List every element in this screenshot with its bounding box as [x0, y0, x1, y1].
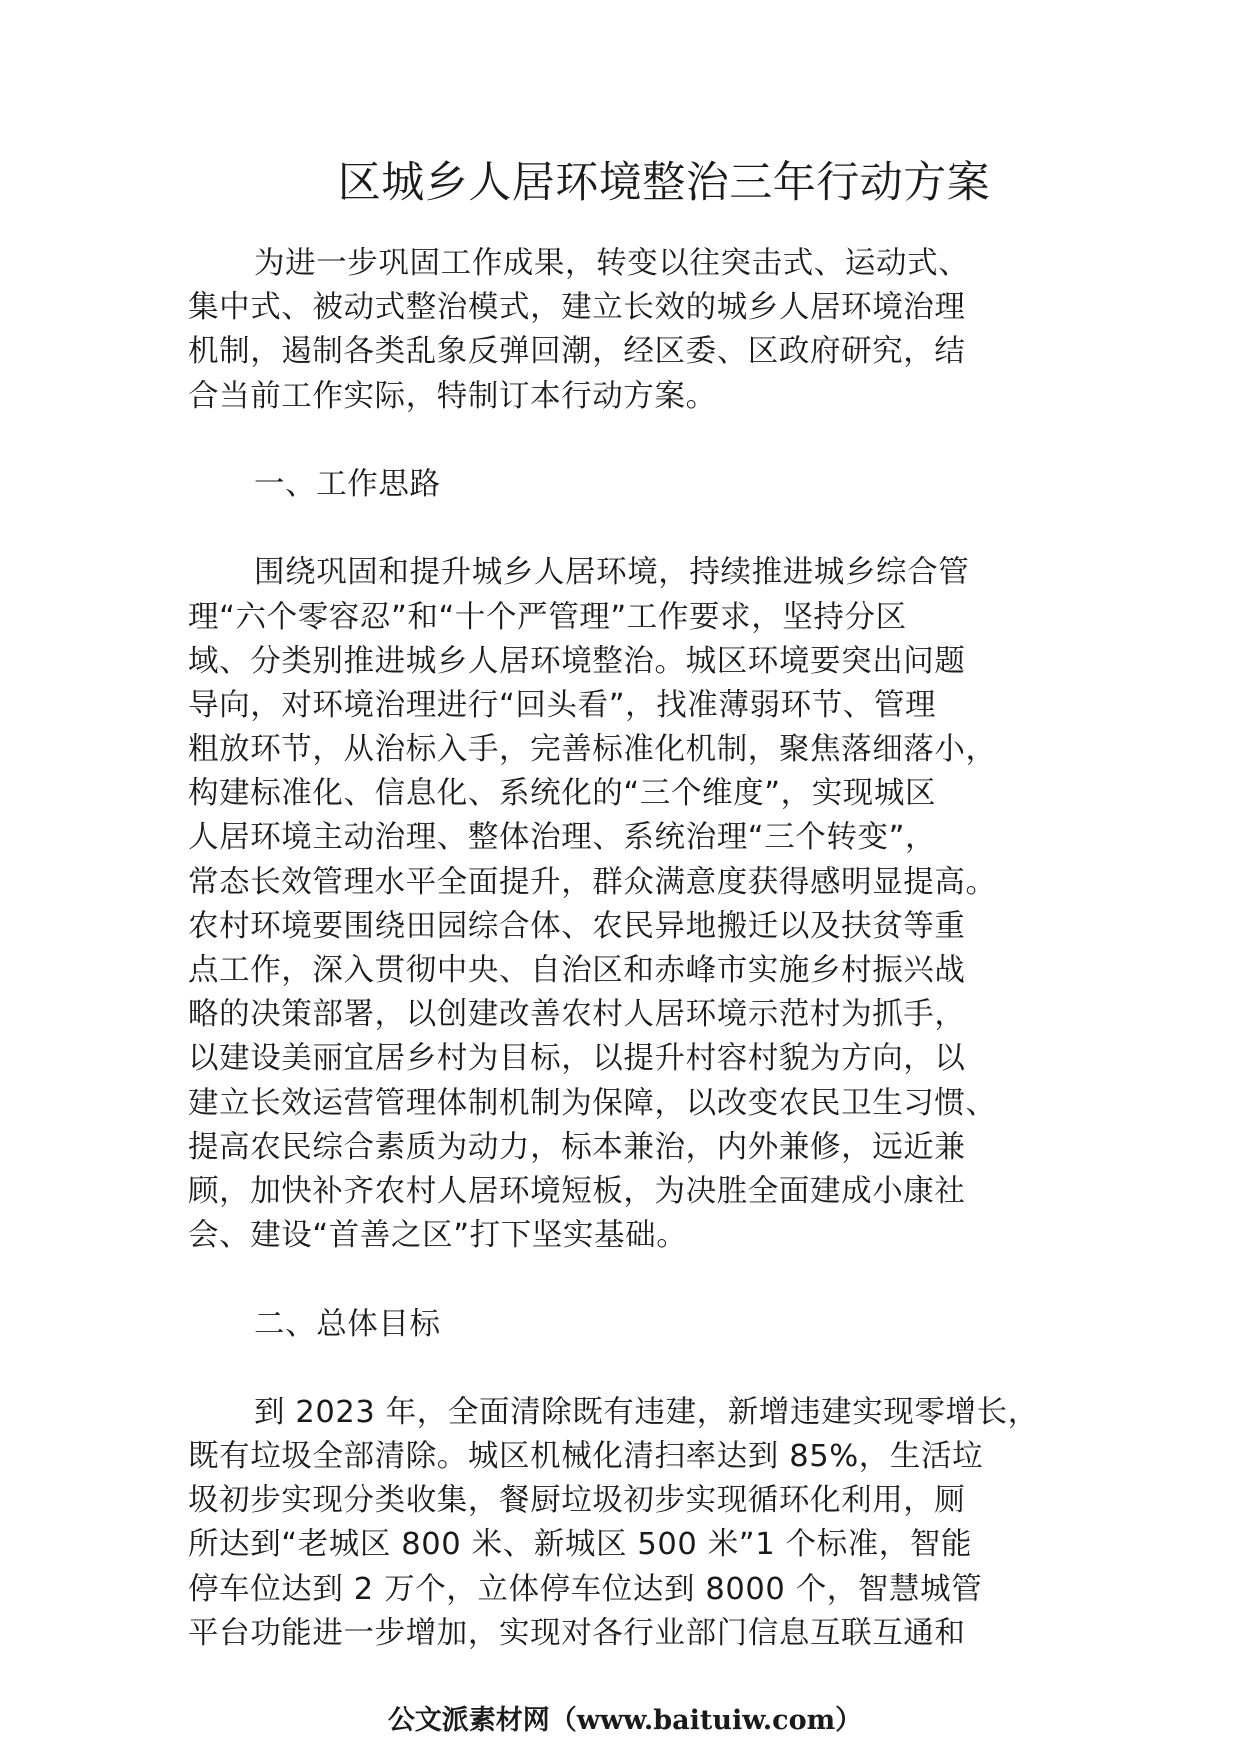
footer-watermark: 公文派素材网（www.baituiw.com） — [387, 1705, 863, 1736]
paragraph-line: 为进一步巩固工作成果，转变以往突击式、运动式、 — [254, 246, 970, 281]
paragraph-line: 机制，遏制各类乱象反弹回潮，经区委、区政府研究，结 — [188, 334, 966, 370]
paragraph-line: 合当前工作实际，特制订本行动方案。 — [188, 378, 717, 414]
paragraph-gap — [188, 419, 1088, 463]
paragraph-line: 常态长效管理水平全面提升，群众满意度获得感明显提高。 — [188, 864, 997, 900]
paragraph-line: 所达到“老城区 800 米、新城区 500 米”1 个标准，智能 — [188, 1527, 973, 1563]
paragraph-line: 建立长效运营管理体制机制为保障，以改变农民卫生习惯、 — [188, 1085, 997, 1121]
section-heading — [188, 1303, 1088, 1347]
paragraph-line: 提高农民综合素质为动力，标本兼治，内外兼修，远近兼 — [188, 1129, 966, 1165]
paragraph-gap — [188, 1347, 1088, 1391]
paragraph-line: 顾，加快补齐农村人居环境短板，为决胜全面建成小康社 — [188, 1173, 966, 1209]
paragraph-line: 平台功能进一步增加，实现对各行业部门信息互联互通和 — [188, 1615, 966, 1651]
body-paragraph — [188, 242, 1088, 419]
body-paragraph — [188, 551, 1088, 1258]
paragraph-line: 导向，对环境治理进行“回头看”，找准薄弱环节、管理 — [188, 687, 937, 723]
document-title: 区城乡人居环境整治三年行动方案 — [337, 158, 991, 208]
paragraph-line: 理“六个零容忍”和“十个严管理”工作要求，坚持分区 — [188, 599, 907, 635]
heading-line: 一、工作思路 — [254, 466, 441, 502]
document-body — [188, 242, 1088, 1656]
paragraph-line: 既有垃圾全部清除。城区机械化清扫率达到 85%，生活垃 — [188, 1439, 984, 1475]
paragraph-line: 粗放环节，从治标入手，完善标准化机制，聚焦落细落小， — [188, 732, 997, 768]
paragraph-line: 域、分类别推进城乡人居环境整治。城区环境要突出问题 — [188, 643, 966, 679]
paragraph-line: 围绕巩固和提升城乡人居环境，持续推进城乡综合管 — [254, 555, 970, 591]
paragraph-line: 人居环境主动治理、整体治理、系统治理“三个转变”， — [188, 820, 937, 856]
paragraph-line: 略的决策部署，以创建改善农村人居环境示范村为抓手， — [188, 997, 966, 1033]
paragraph-gap — [188, 1258, 1088, 1302]
heading-line: 二、总体目标 — [254, 1306, 441, 1342]
body-paragraph — [188, 1391, 1088, 1656]
paragraph-line: 构建标准化、信息化、系统化的“三个维度”，实现城区 — [188, 776, 937, 812]
paragraph-line: 到 2023 年，全面清除既有违建，新增违建实现零增长， — [254, 1394, 1039, 1430]
paragraph-line: 集中式、被动式整治模式，建立长效的城乡人居环境治理 — [188, 290, 966, 326]
paragraph-gap — [188, 507, 1088, 551]
paragraph-line: 以建设美丽宜居乡村为目标，以提升村容村貌为方向，以 — [188, 1041, 966, 1077]
paragraph-line: 点工作，深入贯彻中央、自治区和赤峰市实施乡村振兴战 — [188, 953, 966, 988]
paragraph-line: 会、建设“首善之区”打下坚实基础。 — [188, 1218, 688, 1254]
paragraph-line: 停车位达到 2 万个，立体停车位达到 8000 个，智慧城管 — [188, 1571, 983, 1607]
section-heading — [188, 463, 1088, 507]
paragraph-line: 圾初步实现分类收集，餐厨垃圾初步实现循环化利用，厕 — [188, 1483, 966, 1519]
paragraph-line: 农村环境要围绕田园综合体、农民异地搬迁以及扶贫等重 — [188, 908, 966, 944]
